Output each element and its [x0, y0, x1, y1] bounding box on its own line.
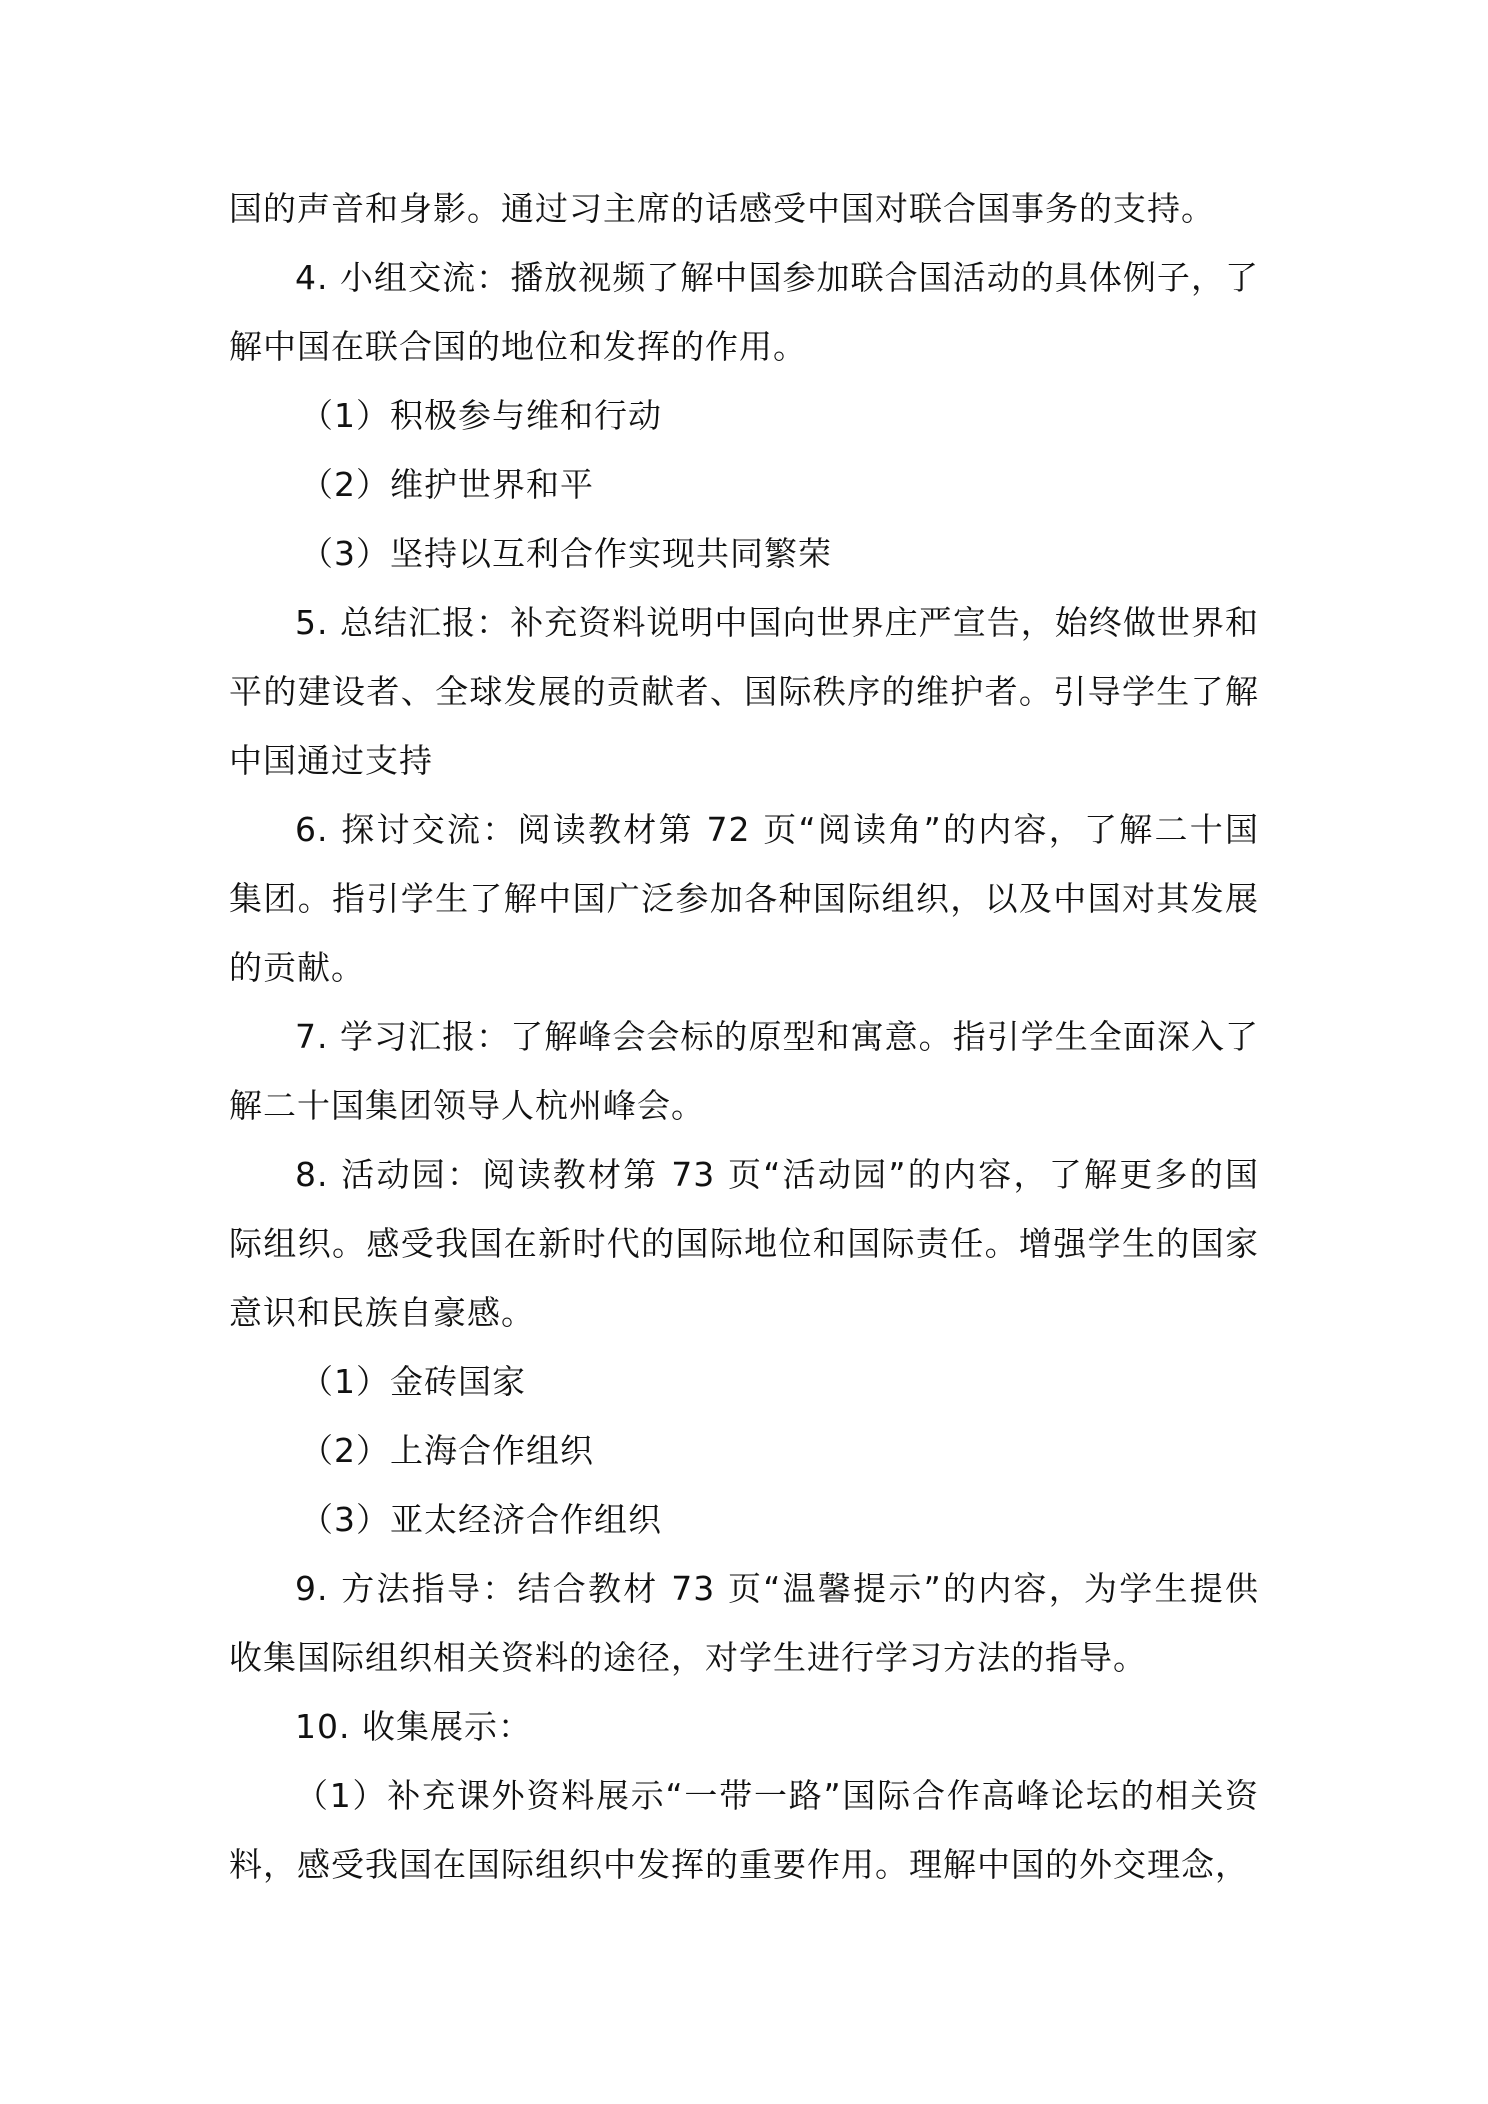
paragraph: 6. 探讨交流：阅读教材第 72 页“阅读角”的内容，了解二十国集团。指引学生了解中国广泛参加各种国际组织，以及中国对其发展的贡献。: [229, 810, 1259, 987]
paragraph: 5. 总结汇报：补充资料说明中国向世界庄严宣告，始终做世界和平的建设者、全球发展的贡献者、国际秩序的维护者。引导学生了解中国通过支持: [229, 603, 1259, 780]
list-item: （2）维护世界和平: [300, 465, 594, 504]
list-item: （3）亚太经济合作组织: [300, 1500, 662, 1539]
paragraph: （1）补充课外资料展示“一带一路”国际合作高峰论坛的相关资料，感受我国在国际组织中发挥的重要作用。理解中国的外交理念，: [229, 1776, 1259, 1884]
paragraph: 8. 活动园：阅读教材第 73 页“活动园”的内容，了解更多的国际组织。感受我国在新时代的国际地位和国际责任。增强学生的国家意识和民族自豪感。: [229, 1155, 1259, 1332]
paragraph: 4. 小组交流：播放视频了解中国参加联合国活动的具体例子，了解中国在联合国的地位和发挥的作用。: [229, 258, 1259, 366]
paragraph: 7. 学习汇报：了解峰会会标的原型和寓意。指引学生全面深入了解二十国集团领导人杭州峰会。: [229, 1017, 1259, 1125]
paragraph: 国的声音和身影。通过习主席的话感受中国对联合国事务的支持。: [229, 189, 1215, 228]
list-item: （3）坚持以互利合作实现共同繁荣: [300, 534, 832, 573]
paragraph: 9. 方法指导：结合教材 73 页“温馨提示”的内容，为学生提供收集国际组织相关资料的途径，对学生进行学习方法的指导。: [229, 1569, 1259, 1677]
document-body: [229, 174, 1259, 1899]
list-item: （2）上海合作组织: [300, 1431, 594, 1470]
paragraph: 10. 收集展示：: [295, 1707, 532, 1746]
list-item: （1）金砖国家: [300, 1362, 526, 1401]
list-item: （1）积极参与维和行动: [300, 396, 662, 435]
